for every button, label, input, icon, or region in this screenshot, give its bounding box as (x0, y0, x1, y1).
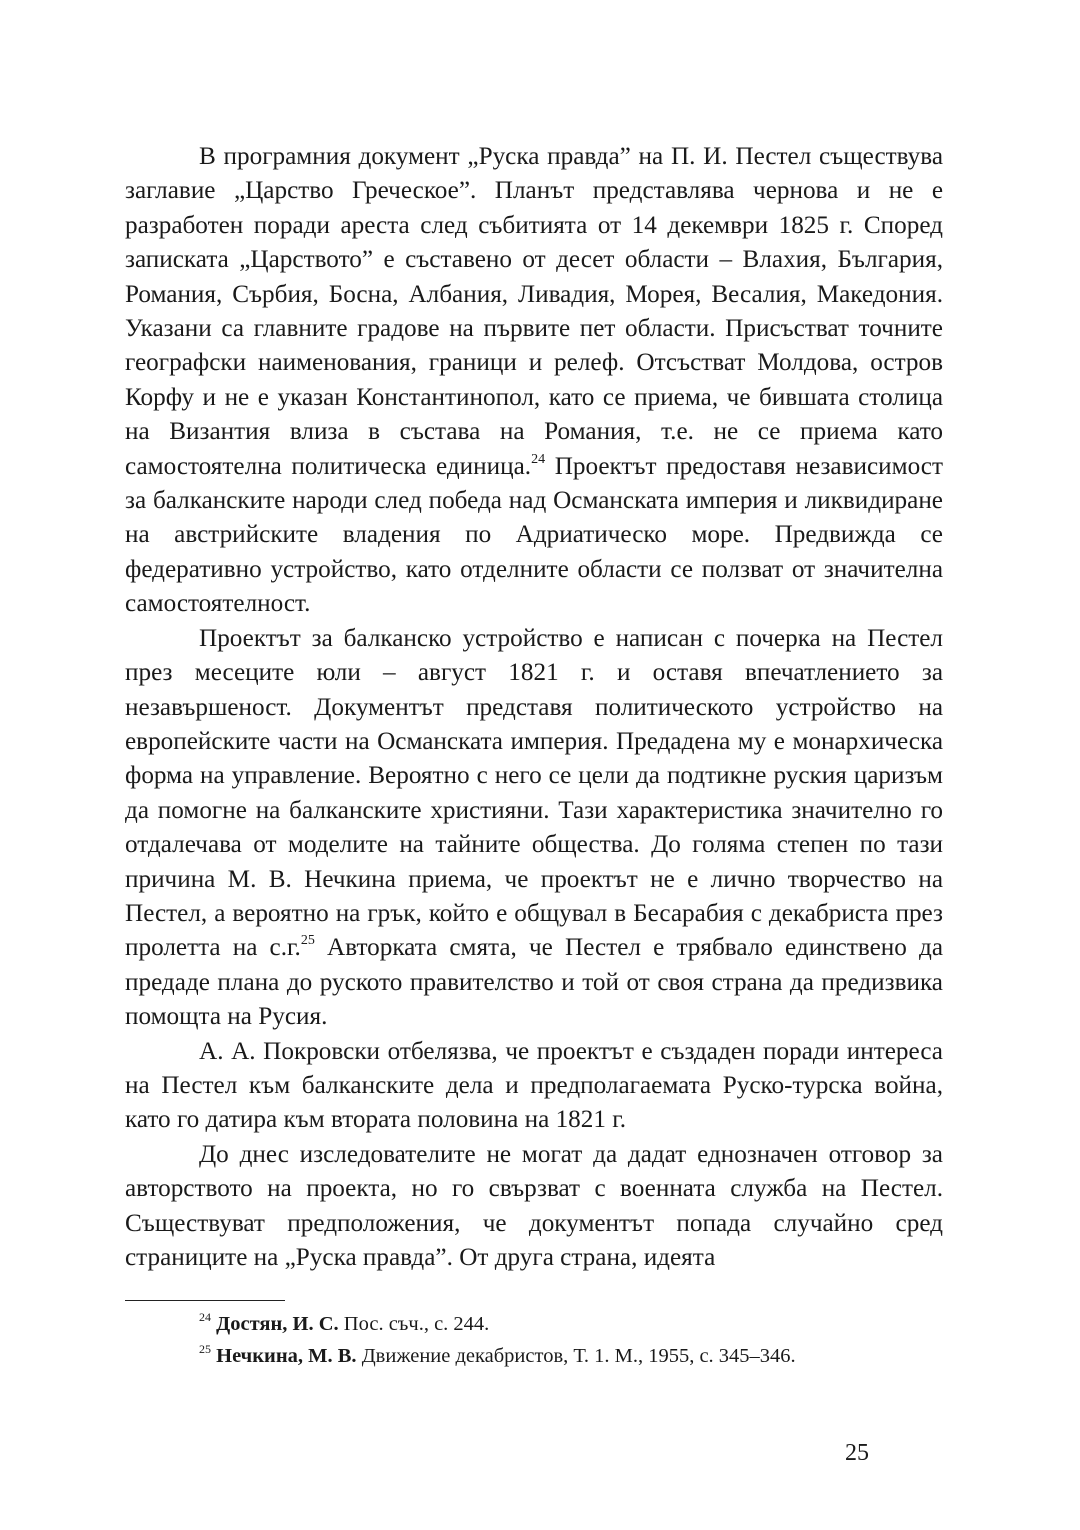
footnote-24 (125, 1308, 943, 1340)
page-number: 25 (845, 1440, 869, 1466)
paragraph-text: До днес изследователите не могат да дадат еднозначен отговор за авторството на проекта, но го свързват с военната служба на Пестел. Съществуват предположения, че документът попада случайно сред страниците на „Руска правда”. От друга страна, идеята (125, 1140, 943, 1271)
paragraph-text: В програмния документ „Руска правда” на П. И. Пестел съществува заглавие „Царство Греческое”. Планът представлява чернова и не е разработен поради ареста след събитията от 14 декември 1825 г. Според записката „Царството” е съставено от десет области – Влахия, България, Романия, Сърбия, Босна, Албания, Ливадия, Морея, Весалия, Македония. Указани са главните градове на първите пет области. Присъстват точните географски наименования, граници и релеф. Отсъстват Молдова, остров Корфу и не е указан Константинопол, като се приема, че бившата столица на Византия влиза в състава на Романия, т.е. не се приема като самостоятелна политическа единица. (125, 143, 943, 480)
footnote-number: 25 (199, 1342, 211, 1356)
body-text (125, 140, 943, 1275)
footnote-25 (125, 1340, 943, 1372)
paragraph-1 (125, 140, 943, 622)
footnote-citation: Пос. съч., с. 244. (343, 1313, 490, 1335)
footnote-separator (125, 1300, 285, 1301)
paragraph-text-continued: Проектът предоставя независимост за балканските народи след победа над Османската империя и ликвидиране на австрийските владения по Адриатическо море. Предвижда се федеративно устройство, като отделните области се ползват от значителна самостоятелност. (125, 452, 943, 618)
footnote-ref-25[interactable]: 25 (300, 933, 315, 949)
footnote-number: 24 (199, 1310, 211, 1324)
paragraph-2 (125, 622, 943, 1035)
paragraph-text: А. А. Покровски отбелязва, че проектът е създаден поради интереса на Пестел към балканските дела и предполагаемата Руско-турска война, като го датира към втората половина на 1821 г. (125, 1037, 943, 1134)
paragraph-3 (125, 1035, 943, 1138)
paragraph-4 (125, 1138, 943, 1276)
footnote-citation: Движение декабристов, Т. 1. М., 1955, с. 345–346. (361, 1345, 796, 1367)
page-body (125, 140, 943, 1275)
paragraph-text: Проектът за балканско устройство е написан с почерка на Пестел през месеците юли – август 1821 г. и оставя впечатлението за незавършеност. Документът представя политическото устройство на европейските части на Османската империя. Предадена му е монархическа форма на управление. Вероятно с него се цели да подтикне руския царизъм да помогне на балканските християни. Тази характеристика значително го отдалечава от моделите на тайните общества. До голяма степен по тази причина М. В. Нечкина приема, че проектът не е лично творчество на Пестел, а вероятно на грък, който е общувал в Бесарабия с декабриста през пролетта на с.г. (125, 624, 943, 962)
paragraph-text-continued: Авторката смята, че Пестел е трябвало единствено да предаде плана до руското правителство и той от своя страна да предизвика помощта на Русия. (125, 934, 943, 1031)
footnote-ref-24[interactable]: 24 (531, 451, 546, 467)
footnotes (125, 1308, 943, 1372)
footnote-author: Нечкина, М. В. (216, 1345, 357, 1367)
footnote-author: Достян, И. С. (216, 1313, 339, 1335)
